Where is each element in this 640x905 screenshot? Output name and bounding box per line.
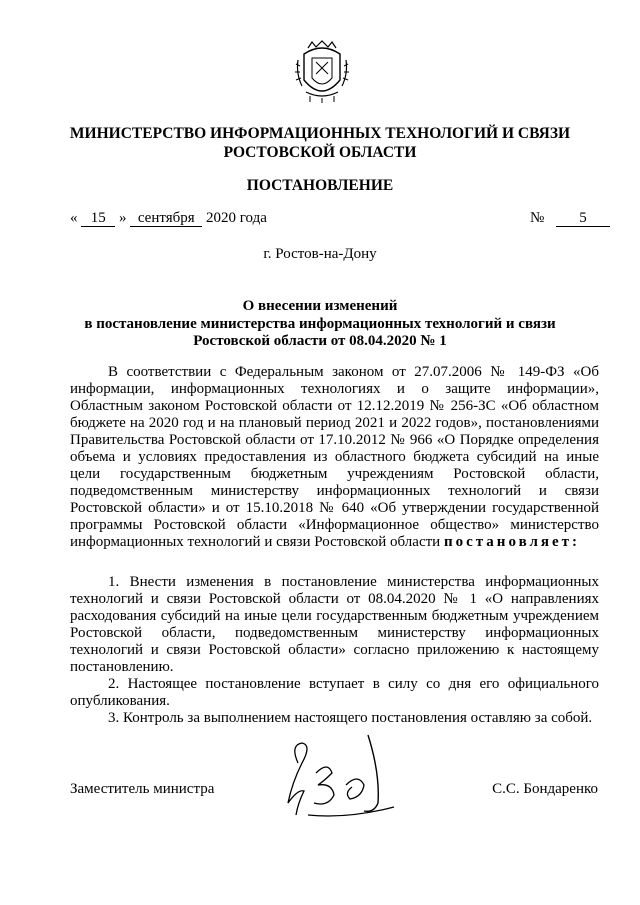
number-sign: №	[529, 210, 545, 226]
date-open-quote: «	[70, 210, 78, 226]
preamble	[70, 364, 599, 551]
subject-line2: в постановление министерства информационных технологий и связи	[84, 315, 556, 332]
coat-of-arms-emblem	[294, 40, 350, 104]
number-value: 5	[556, 210, 610, 227]
resolution-item-1: 1. Внести изменения в постановление министерства информационных технологий и связи Ростовской области от 08.04.2020 № 1 «О направлениях расходования субсидий на иные цели государственным бюджетным учреждением Ростовской области, подведомственным министерству информационных технологий и связи Ростовской области» согласно приложению к настоящему постановлению.	[70, 574, 599, 675]
resolution-items	[70, 574, 599, 727]
date-number-line	[70, 210, 610, 230]
ministry-name	[60, 124, 580, 162]
city: г. Ростов-на-Дону	[263, 246, 377, 262]
preamble-text: В соответствии с Федеральным законом от 27.07.2006 № 149-ФЗ «Об информации, информационных технологиях и о защите информации», Областным законом Ростовской области от 12.12.2019 № 256-ЗС «Об областном бюджете на 2020 год и на плановый период 2021 и 2022 годов», постановлениями Правительства Ростовской области от 17.10.2012 № 966 «О Порядке определения объема и условиях предоставления из областного бюджета субсидий на иные цели государственным бюджетным учреждениям Ростовской области, подведомственным министерству информационных технологий и связи Ростовской области» и от 15.10.2018 № 640 «Об утверждении государственной программы Ростовской области «Информационное общество» министерство информационных технологий и связи Ростовской области	[70, 364, 599, 550]
subject-line1: О внесении изменений	[242, 298, 398, 314]
document-number	[530, 210, 610, 227]
date-close-quote: »	[119, 210, 127, 226]
signatory-position: Заместитель министра	[70, 781, 215, 797]
resolution-item-3: 3. Контроль за выполнением настоящего постановления оставляю за собой.	[108, 710, 593, 726]
document-type: ПОСТАНОВЛЕНИЕ	[246, 177, 394, 194]
date-year: 2020 года	[206, 210, 267, 226]
date-day: 15	[81, 210, 115, 227]
ministry-name-line1: МИНИСТЕРСТВО ИНФОРМАЦИОННЫХ ТЕХНОЛОГИЙ И СВЯЗИ	[69, 125, 571, 142]
handwritten-signature	[268, 733, 398, 828]
resolution-item-2: 2. Настоящее постановление вступает в силу со дня его официального опубликования.	[70, 676, 599, 709]
document-subject	[60, 298, 580, 351]
resolves-word: постановляет:	[443, 534, 581, 550]
date-month: сентября	[130, 210, 202, 227]
signatory-name: С.С. Бондаренко	[492, 781, 598, 797]
subject-line3: Ростовской области от 08.04.2020 № 1	[193, 333, 447, 349]
ministry-name-line2: РОСТОВСКОЙ ОБЛАСТИ	[223, 144, 417, 161]
